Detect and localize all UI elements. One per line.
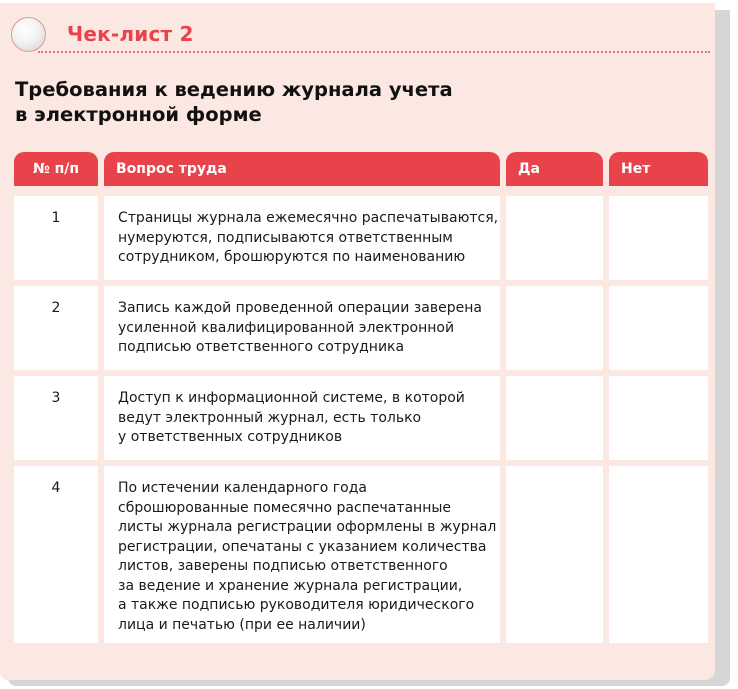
question-text: усиленной квалифицированной электронной [118,319,455,336]
dotted-divider [38,51,710,53]
yes-cell[interactable] [506,196,603,280]
page-title [15,77,453,127]
row-number: 4 [14,466,98,643]
column-header-question: Вопрос труда [104,152,500,186]
yes-cell[interactable] [506,466,603,643]
row-number: 3 [14,376,98,460]
no-cell[interactable] [609,196,708,280]
checklist-label: Чек-лист 2 [67,22,194,46]
yes-cell[interactable] [506,376,603,460]
question-text: лица и печатью (при ее наличии) [118,616,366,633]
question-text: ведут электронный журнал, есть только [118,409,422,426]
row-number: 1 [14,196,98,280]
question-text: Запись каждой проведенной операции заверена [118,300,482,316]
column-header-number: № п/п [14,152,98,186]
question-text: сотрудником, брошюруются по наименованию [118,249,466,265]
question-cell [104,466,500,643]
column-header-yes: Да [506,152,603,186]
yes-cell[interactable] [506,286,603,370]
circle-bullet-icon [11,17,46,52]
title-line-2: в электронной форме [15,103,262,126]
title-line-1: Требования к ведению журнала учета [15,78,453,101]
question-text: подписью ответственного сотрудника [118,339,405,355]
question-cell [104,196,500,280]
row-number: 2 [14,286,98,370]
no-cell[interactable] [609,466,708,643]
question-text: листы журнала регистрации оформлены в журнал [118,519,497,535]
question-text: у ответственных сотрудников [118,429,343,445]
question-text: за ведение и хранение журнала регистрации, [118,577,463,594]
question-text: сброшюрованные помесячно распечатанные [118,499,452,516]
question-text: а также подписью руководителя юридического [118,597,475,613]
question-text: нумеруются, подписываются ответственным [118,229,453,246]
question-text: Доступ к информационной системе, в которой [118,390,465,406]
question-text: Страницы журнала ежемесячно распечатываются, [118,210,499,226]
question-text: листов, заверены подписью ответственного [118,558,448,574]
question-text: регистрации, опечатаны с указанием количества [118,538,487,555]
question-cell [104,286,500,370]
question-text: По истечении календарного года [118,480,367,496]
column-header-no: Нет [609,152,708,186]
question-cell [104,376,500,460]
no-cell[interactable] [609,376,708,460]
no-cell[interactable] [609,286,708,370]
